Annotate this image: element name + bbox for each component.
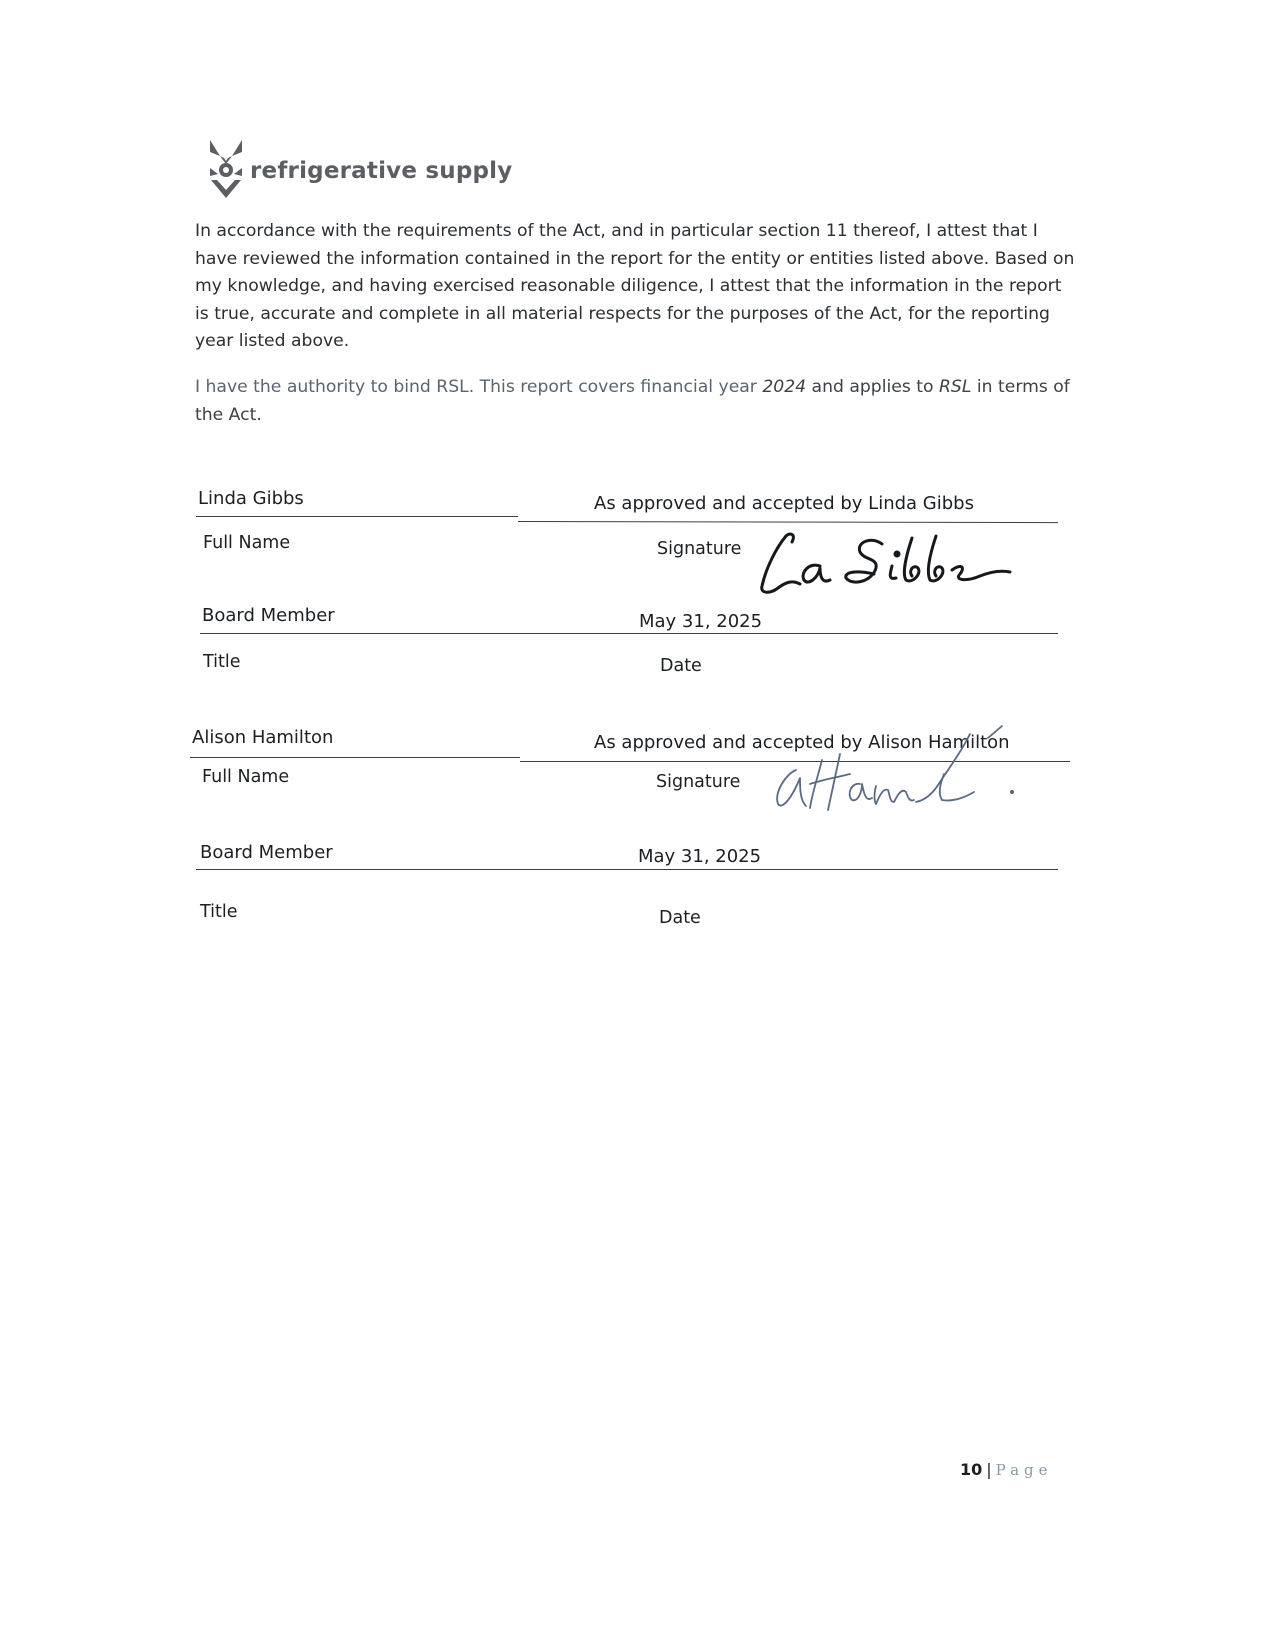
title-label: Title <box>203 652 241 672</box>
approval-text: As approved and accepted by Linda Gibbs <box>594 493 974 514</box>
footer-separator: | <box>986 1460 992 1479</box>
company-logo <box>208 138 512 200</box>
company-name: refrigerative supply <box>250 158 513 184</box>
signature-alison-hamilton <box>766 728 1026 824</box>
authority-paragraph <box>195 374 1075 429</box>
page-number: 10 <box>960 1460 983 1479</box>
authority-middle: and applies to <box>806 377 939 397</box>
signature-label: Signature <box>656 772 741 792</box>
entity-name: RSL <box>938 377 972 397</box>
title-line <box>200 633 1058 634</box>
date-label: Date <box>659 908 701 928</box>
full-name-value: Linda Gibbs <box>198 488 304 509</box>
title-label: Title <box>200 902 238 922</box>
title-line <box>196 869 1058 870</box>
full-name-line <box>196 516 518 517</box>
financial-year: 2024 <box>762 377 807 397</box>
full-name-value: Alison Hamilton <box>192 727 334 748</box>
date-value: May 31, 2025 <box>638 846 762 867</box>
title-value: Board Member <box>202 605 335 626</box>
approval-text: As approved and accepted by Alison Hamilton <box>594 732 1010 753</box>
page-word: Page <box>995 1461 1053 1479</box>
date-label: Date <box>660 656 702 676</box>
date-value: May 31, 2025 <box>639 611 763 632</box>
page-footer <box>960 1460 1053 1479</box>
authority-lead: I have the authority to bind RSL. This report covers financial year <box>195 377 763 397</box>
signature-linda-gibbs <box>756 528 1016 600</box>
title-value: Board Member <box>200 842 333 863</box>
authority-tail: in terms of the Act. <box>195 377 1070 425</box>
signature-label: Signature <box>657 539 742 559</box>
full-name-label: Full Name <box>203 533 291 553</box>
signature-line <box>518 521 1058 523</box>
full-name-line <box>190 757 520 758</box>
attestation-paragraph: In accordance with the requirements of the Act, and in particular section 11 thereof, I attest that I have reviewed the information contained in the report for the entity or entities listed above. Based on my knowledge, and having exercised reasonable diligence, I attest that the information in the report is true, accurate and complete in all material respects for the purposes of the Act, for the reporting year listed above. <box>195 221 1075 351</box>
refrigerative-supply-logo-icon <box>208 138 244 200</box>
full-name-label: Full Name <box>202 767 290 787</box>
